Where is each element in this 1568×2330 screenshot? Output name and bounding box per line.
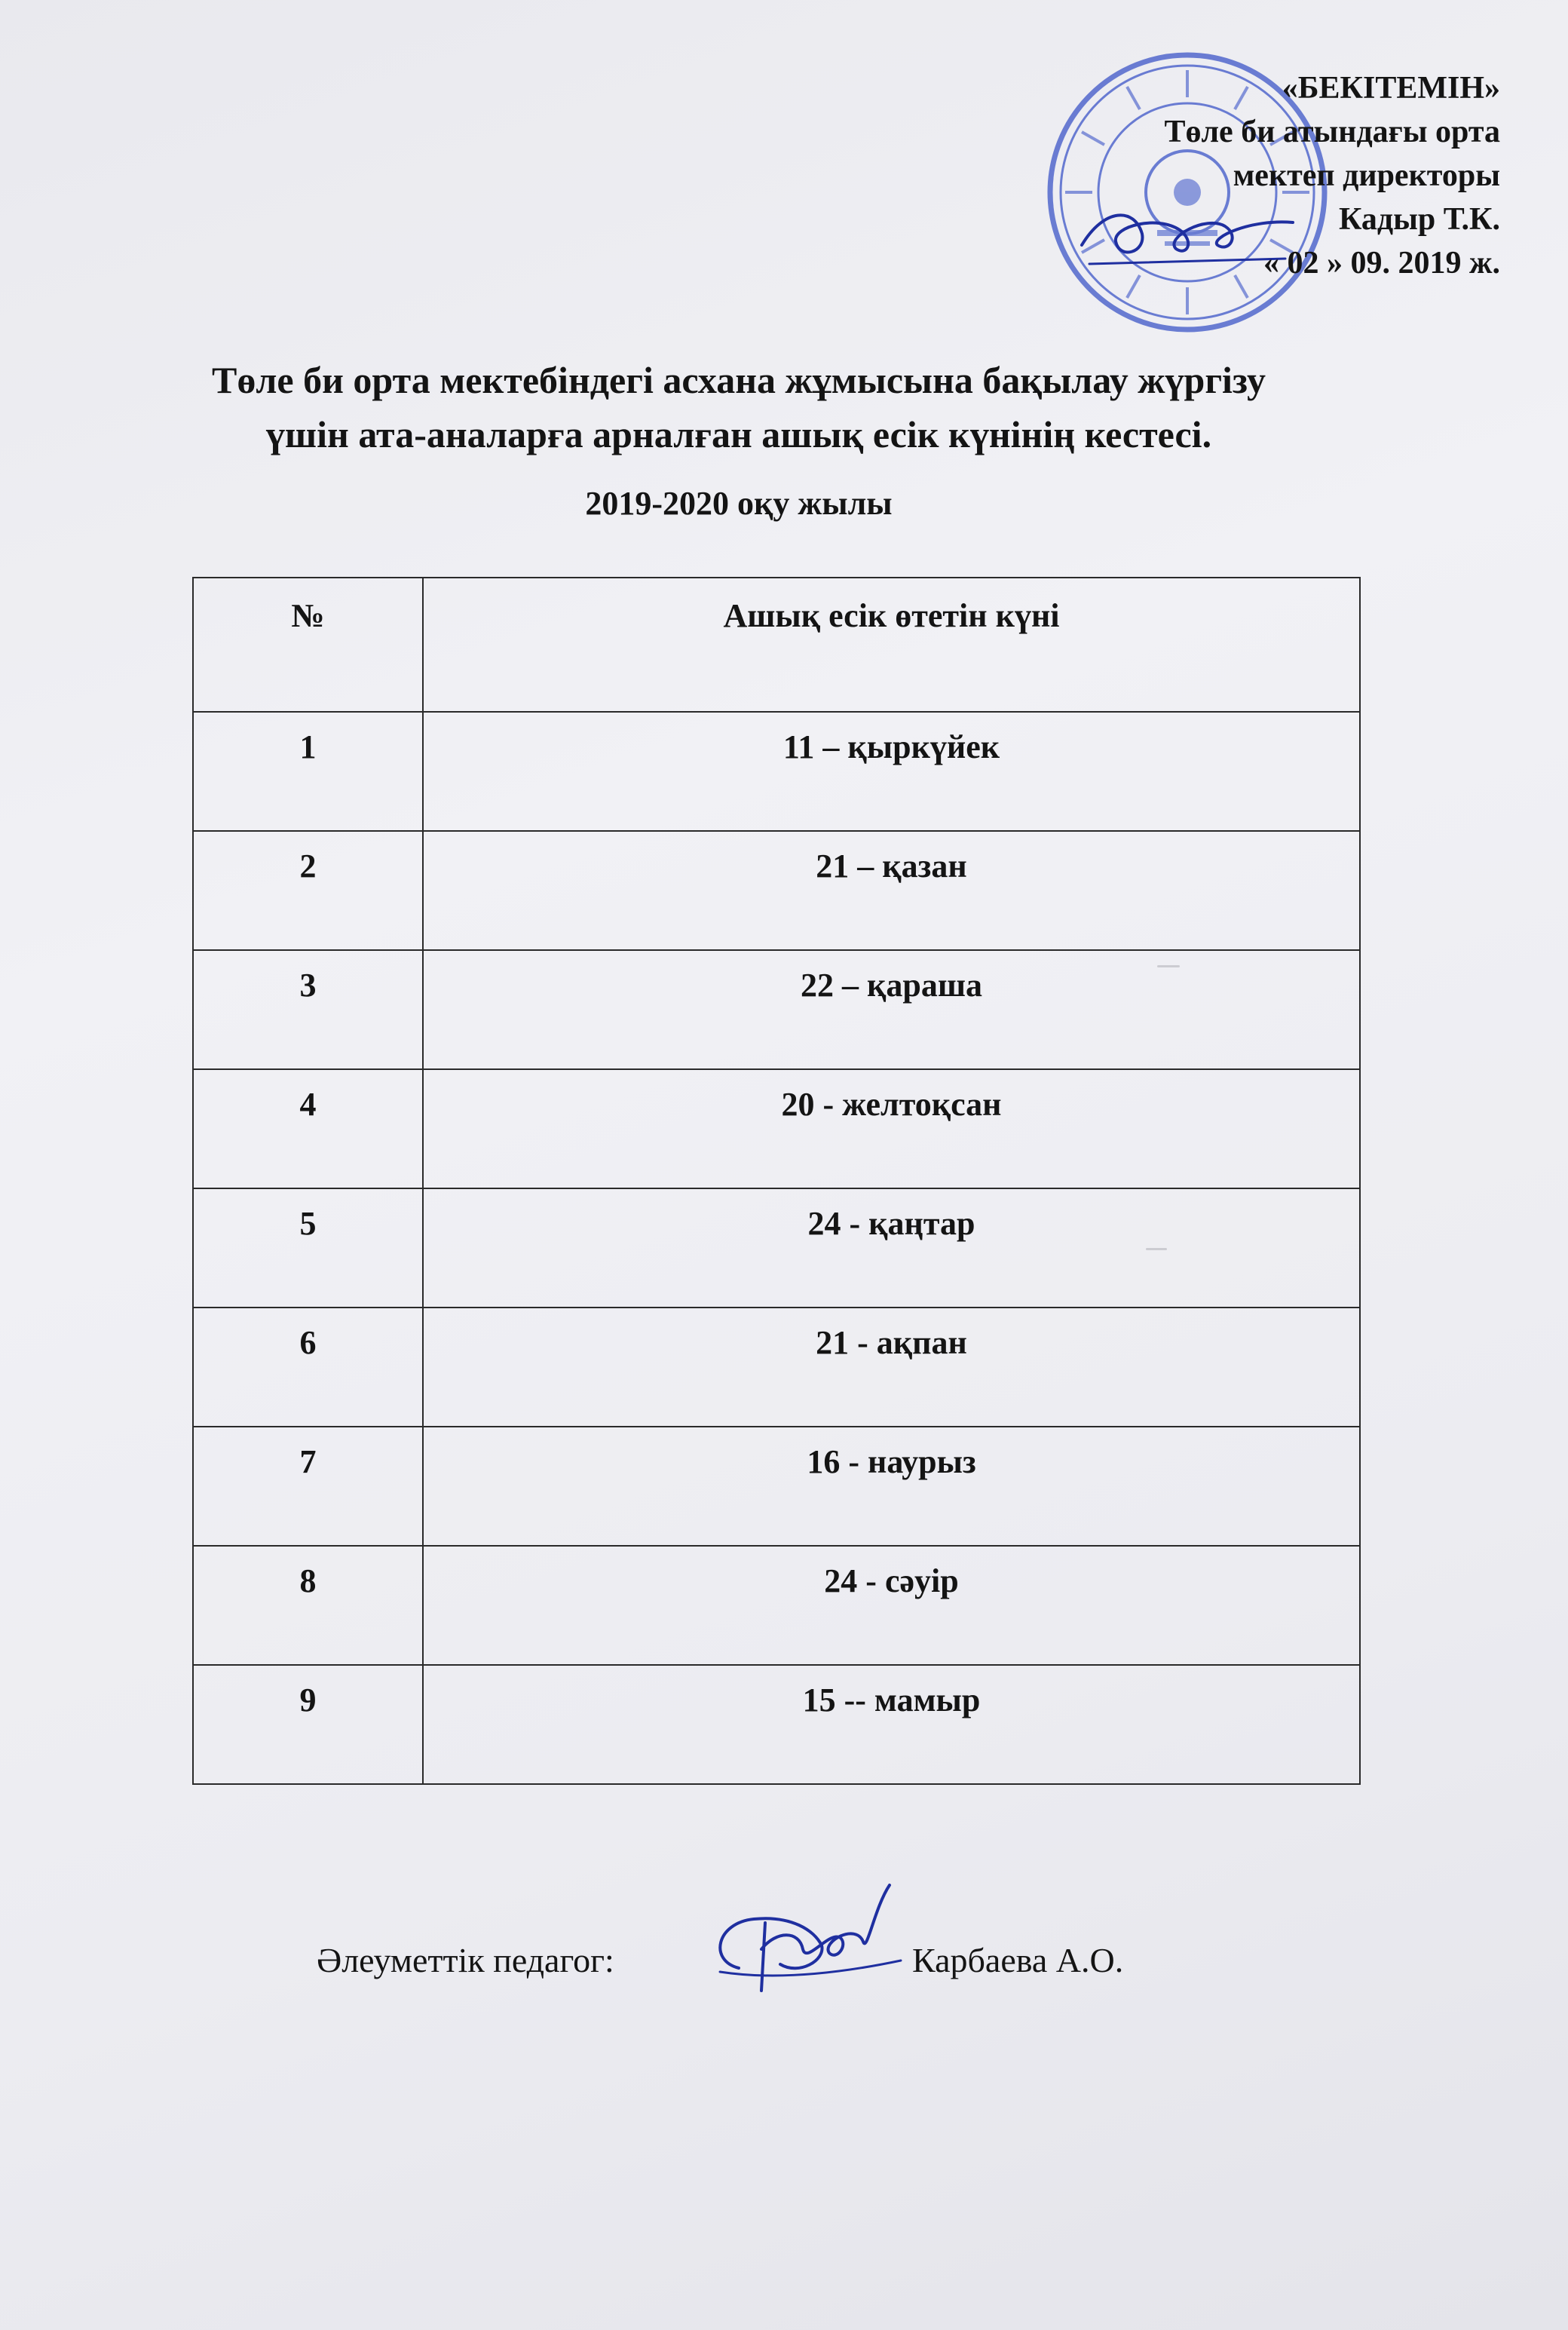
approval-position: мектеп директоры xyxy=(1233,158,1500,193)
table-row xyxy=(193,1427,1360,1546)
table-header-row xyxy=(193,578,1360,712)
pedagog-role: Әлеуметтік педагог: xyxy=(317,1941,614,1979)
approval-director-name: Кадыр Т.К. xyxy=(1338,202,1500,237)
row-number: 8 xyxy=(193,1546,423,1665)
row-number: 7 xyxy=(193,1427,423,1546)
approval-school: Төле би атындағы орта xyxy=(1164,115,1500,149)
row-date: 24 - сәуір xyxy=(423,1546,1360,1665)
paper-mark xyxy=(1157,965,1180,967)
header-number: № xyxy=(193,578,423,712)
row-date: 21 – қазан xyxy=(423,831,1360,950)
row-number: 2 xyxy=(193,831,423,950)
open-day-schedule-table xyxy=(192,577,1361,1785)
row-date: 24 - қаңтар xyxy=(423,1188,1360,1308)
paper-mark xyxy=(1146,1248,1167,1250)
title-line-1: Төле би орта мектебіндегі асхана жұмысына бақылау жүргізу xyxy=(212,359,1266,401)
row-number: 1 xyxy=(193,712,423,831)
table-row xyxy=(193,831,1360,950)
table-row xyxy=(193,1546,1360,1665)
table-row xyxy=(193,950,1360,1069)
pedagog-name: Карбаева А.О. xyxy=(912,1941,1124,1979)
row-date: 22 – қараша xyxy=(423,950,1360,1069)
approval-date: « 02 » 09. 2019 ж. xyxy=(1263,246,1500,281)
row-date: 15 -- мамыр xyxy=(423,1665,1360,1784)
approval-heading: «БЕКІТЕМІН» xyxy=(1282,71,1500,106)
table-row xyxy=(193,1665,1360,1784)
pedagog-signature xyxy=(709,1878,912,2006)
document-title xyxy=(0,353,1478,461)
row-date: 11 – қыркүйек xyxy=(423,712,1360,831)
row-number: 4 xyxy=(193,1069,423,1188)
header-date: Ашық есік өтетін күні xyxy=(423,578,1360,712)
row-date: 16 - наурыз xyxy=(423,1427,1360,1546)
title-line-2: үшін ата-аналарға арналған ашық есік күнінің кестесі. xyxy=(265,413,1212,455)
table-row xyxy=(193,1188,1360,1308)
row-date: 21 - ақпан xyxy=(423,1308,1360,1427)
row-number: 3 xyxy=(193,950,423,1069)
row-date: 20 - желтоқсан xyxy=(423,1069,1360,1188)
table-row xyxy=(193,1069,1360,1188)
row-number: 6 xyxy=(193,1308,423,1427)
row-number: 5 xyxy=(193,1188,423,1308)
table-row xyxy=(193,712,1360,831)
table-row xyxy=(193,1308,1360,1427)
approval-block xyxy=(957,66,1500,285)
row-number: 9 xyxy=(193,1665,423,1784)
academic-year: 2019-2020 оқу жылы xyxy=(585,485,893,522)
